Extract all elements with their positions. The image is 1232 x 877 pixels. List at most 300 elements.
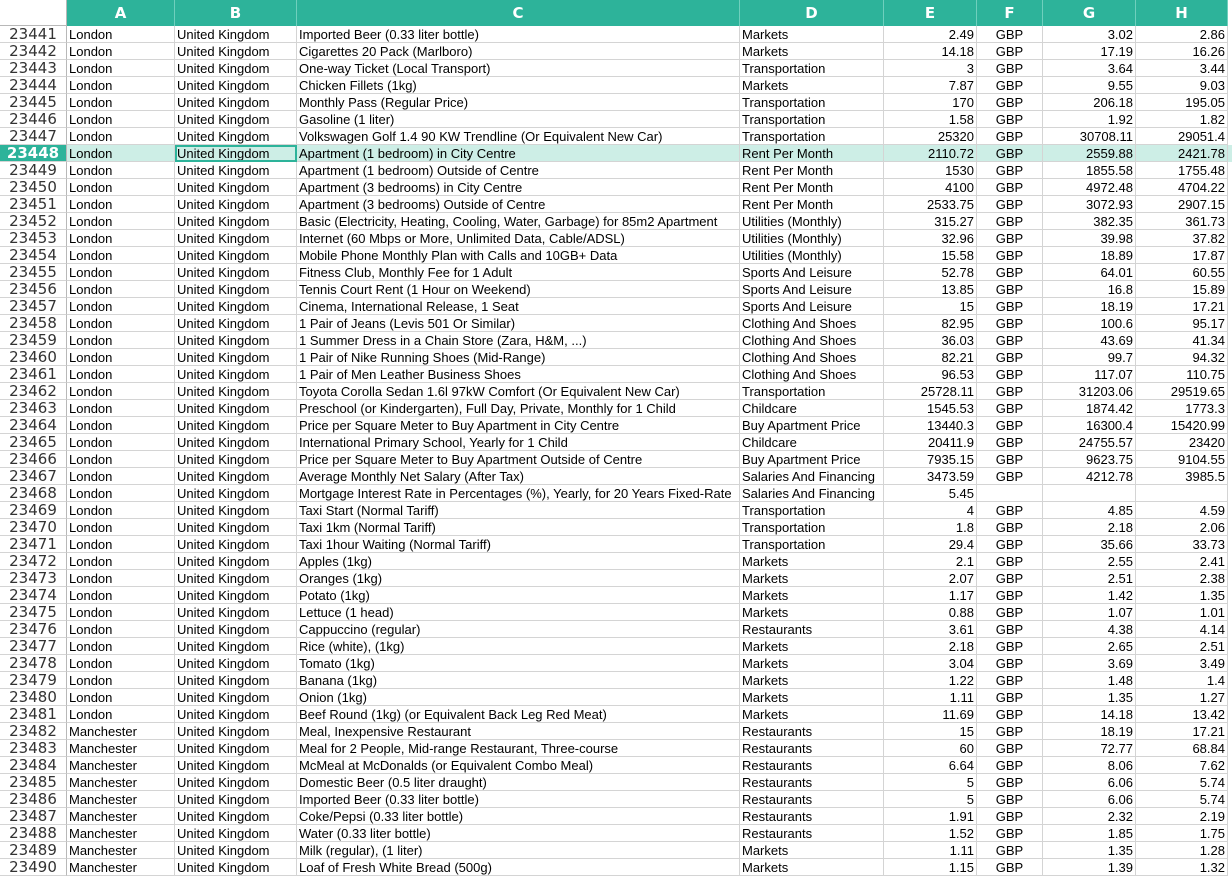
city-cell[interactable]: London xyxy=(67,655,175,672)
row-header[interactable]: 23445 xyxy=(0,94,67,111)
price-cell[interactable]: 315.27 xyxy=(884,213,977,230)
category-cell[interactable]: Rent Per Month xyxy=(740,196,884,213)
currency-cell[interactable]: GBP xyxy=(977,706,1043,723)
column-header-d[interactable]: D xyxy=(740,0,884,26)
row-header[interactable]: 23449 xyxy=(0,162,67,179)
country-cell[interactable]: United Kingdom xyxy=(175,298,297,315)
row-header[interactable]: 23447 xyxy=(0,128,67,145)
price-cell[interactable]: 15 xyxy=(884,298,977,315)
item-cell[interactable]: Apartment (3 bedrooms) in City Centre xyxy=(297,179,740,196)
price-cell[interactable]: 1.11 xyxy=(884,842,977,859)
item-cell[interactable]: Apartment (1 bedroom) in City Centre xyxy=(297,145,740,162)
row-header[interactable]: 23474 xyxy=(0,587,67,604)
row-header[interactable]: 23452 xyxy=(0,213,67,230)
city-cell[interactable]: London xyxy=(67,638,175,655)
item-cell[interactable]: Toyota Corolla Sedan 1.6l 97kW Comfort (Or Equivalent New Car) xyxy=(297,383,740,400)
usd-cell[interactable]: 1855.58 xyxy=(1043,162,1136,179)
row-header[interactable]: 23465 xyxy=(0,434,67,451)
usd-cell[interactable]: 17.19 xyxy=(1043,43,1136,60)
item-cell[interactable]: Taxi 1hour Waiting (Normal Tariff) xyxy=(297,536,740,553)
price-cell[interactable]: 2110.72 xyxy=(884,145,977,162)
category-cell[interactable]: Utilities (Monthly) xyxy=(740,247,884,264)
currency-cell[interactable]: GBP xyxy=(977,26,1043,43)
country-cell[interactable]: United Kingdom xyxy=(175,774,297,791)
item-cell[interactable]: Tennis Court Rent (1 Hour on Weekend) xyxy=(297,281,740,298)
eur-cell[interactable]: 60.55 xyxy=(1136,264,1228,281)
country-cell[interactable]: United Kingdom xyxy=(175,162,297,179)
eur-cell[interactable]: 1.27 xyxy=(1136,689,1228,706)
item-cell[interactable]: Banana (1kg) xyxy=(297,672,740,689)
currency-cell[interactable]: GBP xyxy=(977,451,1043,468)
usd-cell[interactable] xyxy=(1043,485,1136,502)
item-cell[interactable]: Price per Square Meter to Buy Apartment in City Centre xyxy=(297,417,740,434)
price-cell[interactable]: 0.88 xyxy=(884,604,977,621)
currency-cell[interactable]: GBP xyxy=(977,655,1043,672)
eur-cell[interactable]: 2421.78 xyxy=(1136,145,1228,162)
item-cell[interactable]: Monthly Pass (Regular Price) xyxy=(297,94,740,111)
currency-cell[interactable]: GBP xyxy=(977,247,1043,264)
city-cell[interactable]: London xyxy=(67,196,175,213)
row-header[interactable]: 23451 xyxy=(0,196,67,213)
category-cell[interactable]: Transportation xyxy=(740,128,884,145)
price-cell[interactable]: 15 xyxy=(884,723,977,740)
category-cell[interactable]: Clothing And Shoes xyxy=(740,349,884,366)
category-cell[interactable]: Markets xyxy=(740,570,884,587)
city-cell[interactable]: Manchester xyxy=(67,808,175,825)
item-cell[interactable]: Beef Round (1kg) (or Equivalent Back Leg Red Meat) xyxy=(297,706,740,723)
city-cell[interactable]: London xyxy=(67,400,175,417)
category-cell[interactable]: Utilities (Monthly) xyxy=(740,213,884,230)
country-cell[interactable]: United Kingdom xyxy=(175,740,297,757)
currency-cell[interactable]: GBP xyxy=(977,213,1043,230)
price-cell[interactable]: 82.21 xyxy=(884,349,977,366)
currency-cell[interactable]: GBP xyxy=(977,145,1043,162)
row-header[interactable]: 23470 xyxy=(0,519,67,536)
column-header-c[interactable]: C xyxy=(297,0,740,26)
item-cell[interactable]: Oranges (1kg) xyxy=(297,570,740,587)
eur-cell[interactable]: 2907.15 xyxy=(1136,196,1228,213)
usd-cell[interactable]: 2.65 xyxy=(1043,638,1136,655)
item-cell[interactable]: Fitness Club, Monthly Fee for 1 Adult xyxy=(297,264,740,281)
city-cell[interactable]: Manchester xyxy=(67,791,175,808)
price-cell[interactable]: 13.85 xyxy=(884,281,977,298)
price-cell[interactable]: 25320 xyxy=(884,128,977,145)
price-cell[interactable]: 3.61 xyxy=(884,621,977,638)
city-cell[interactable]: London xyxy=(67,128,175,145)
column-header-e[interactable]: E xyxy=(884,0,977,26)
country-cell[interactable]: United Kingdom xyxy=(175,281,297,298)
category-cell[interactable]: Transportation xyxy=(740,383,884,400)
country-cell[interactable]: United Kingdom xyxy=(175,366,297,383)
row-header[interactable]: 23476 xyxy=(0,621,67,638)
city-cell[interactable]: London xyxy=(67,536,175,553)
row-header[interactable]: 23484 xyxy=(0,757,67,774)
eur-cell[interactable]: 195.05 xyxy=(1136,94,1228,111)
country-cell[interactable]: United Kingdom xyxy=(175,315,297,332)
price-cell[interactable]: 20411.9 xyxy=(884,434,977,451)
column-header-g[interactable]: G xyxy=(1043,0,1136,26)
row-header[interactable]: 23450 xyxy=(0,179,67,196)
price-cell[interactable]: 32.96 xyxy=(884,230,977,247)
item-cell[interactable]: McMeal at McDonalds (or Equivalent Combo Meal) xyxy=(297,757,740,774)
price-cell[interactable]: 2.18 xyxy=(884,638,977,655)
item-cell[interactable]: One-way Ticket (Local Transport) xyxy=(297,60,740,77)
category-cell[interactable]: Sports And Leisure xyxy=(740,264,884,281)
row-header[interactable]: 23488 xyxy=(0,825,67,842)
category-cell[interactable]: Buy Apartment Price xyxy=(740,417,884,434)
category-cell[interactable]: Transportation xyxy=(740,502,884,519)
row-header[interactable]: 23448 xyxy=(0,145,67,162)
eur-cell[interactable]: 15.89 xyxy=(1136,281,1228,298)
city-cell[interactable]: London xyxy=(67,621,175,638)
currency-cell[interactable]: GBP xyxy=(977,570,1043,587)
eur-cell[interactable]: 16.26 xyxy=(1136,43,1228,60)
category-cell[interactable]: Buy Apartment Price xyxy=(740,451,884,468)
row-header[interactable]: 23477 xyxy=(0,638,67,655)
usd-cell[interactable]: 18.19 xyxy=(1043,298,1136,315)
city-cell[interactable]: London xyxy=(67,264,175,281)
item-cell[interactable]: 1 Pair of Nike Running Shoes (Mid-Range) xyxy=(297,349,740,366)
item-cell[interactable]: Taxi 1km (Normal Tariff) xyxy=(297,519,740,536)
currency-cell[interactable]: GBP xyxy=(977,689,1043,706)
price-cell[interactable]: 1.17 xyxy=(884,587,977,604)
eur-cell[interactable]: 7.62 xyxy=(1136,757,1228,774)
usd-cell[interactable]: 2.51 xyxy=(1043,570,1136,587)
row-header[interactable]: 23490 xyxy=(0,859,67,876)
usd-cell[interactable]: 1.48 xyxy=(1043,672,1136,689)
currency-cell[interactable]: GBP xyxy=(977,128,1043,145)
item-cell[interactable]: Cappuccino (regular) xyxy=(297,621,740,638)
category-cell[interactable]: Salaries And Financing xyxy=(740,485,884,502)
currency-cell[interactable]: GBP xyxy=(977,434,1043,451)
usd-cell[interactable]: 64.01 xyxy=(1043,264,1136,281)
eur-cell[interactable]: 68.84 xyxy=(1136,740,1228,757)
currency-cell[interactable]: GBP xyxy=(977,400,1043,417)
category-cell[interactable]: Restaurants xyxy=(740,621,884,638)
eur-cell[interactable]: 3.49 xyxy=(1136,655,1228,672)
category-cell[interactable]: Restaurants xyxy=(740,808,884,825)
row-header[interactable]: 23442 xyxy=(0,43,67,60)
item-cell[interactable]: Preschool (or Kindergarten), Full Day, Private, Monthly for 1 Child xyxy=(297,400,740,417)
usd-cell[interactable]: 3.02 xyxy=(1043,26,1136,43)
category-cell[interactable]: Transportation xyxy=(740,60,884,77)
price-cell[interactable]: 5.45 xyxy=(884,485,977,502)
currency-cell[interactable]: GBP xyxy=(977,791,1043,808)
row-header[interactable]: 23479 xyxy=(0,672,67,689)
city-cell[interactable]: London xyxy=(67,383,175,400)
country-cell[interactable]: United Kingdom xyxy=(175,587,297,604)
row-header[interactable]: 23483 xyxy=(0,740,67,757)
currency-cell[interactable]: GBP xyxy=(977,298,1043,315)
currency-cell[interactable]: GBP xyxy=(977,230,1043,247)
category-cell[interactable]: Markets xyxy=(740,859,884,876)
currency-cell[interactable]: GBP xyxy=(977,196,1043,213)
city-cell[interactable]: London xyxy=(67,349,175,366)
eur-cell[interactable]: 2.06 xyxy=(1136,519,1228,536)
eur-cell[interactable]: 9104.55 xyxy=(1136,451,1228,468)
item-cell[interactable]: 1 Pair of Jeans (Levis 501 Or Similar) xyxy=(297,315,740,332)
category-cell[interactable]: Markets xyxy=(740,26,884,43)
country-cell[interactable]: United Kingdom xyxy=(175,519,297,536)
eur-cell[interactable]: 1.28 xyxy=(1136,842,1228,859)
usd-cell[interactable]: 6.06 xyxy=(1043,791,1136,808)
country-cell[interactable]: United Kingdom xyxy=(175,383,297,400)
country-cell[interactable]: United Kingdom xyxy=(175,553,297,570)
price-cell[interactable]: 11.69 xyxy=(884,706,977,723)
category-cell[interactable]: Markets xyxy=(740,655,884,672)
row-header[interactable]: 23471 xyxy=(0,536,67,553)
price-cell[interactable]: 1.22 xyxy=(884,672,977,689)
category-cell[interactable]: Markets xyxy=(740,672,884,689)
city-cell[interactable]: London xyxy=(67,315,175,332)
eur-cell[interactable]: 33.73 xyxy=(1136,536,1228,553)
row-header[interactable]: 23443 xyxy=(0,60,67,77)
eur-cell[interactable]: 2.51 xyxy=(1136,638,1228,655)
country-cell[interactable]: United Kingdom xyxy=(175,94,297,111)
item-cell[interactable]: Imported Beer (0.33 liter bottle) xyxy=(297,26,740,43)
usd-cell[interactable]: 99.7 xyxy=(1043,349,1136,366)
currency-cell[interactable]: GBP xyxy=(977,859,1043,876)
eur-cell[interactable]: 29051.4 xyxy=(1136,128,1228,145)
currency-cell[interactable]: GBP xyxy=(977,43,1043,60)
item-cell[interactable]: Meal for 2 People, Mid-range Restaurant, Three-course xyxy=(297,740,740,757)
city-cell[interactable]: London xyxy=(67,94,175,111)
country-cell[interactable]: United Kingdom xyxy=(175,230,297,247)
usd-cell[interactable]: 18.89 xyxy=(1043,247,1136,264)
city-cell[interactable]: Manchester xyxy=(67,740,175,757)
column-header-b[interactable]: B xyxy=(175,0,297,26)
row-header[interactable]: 23456 xyxy=(0,281,67,298)
category-cell[interactable]: Rent Per Month xyxy=(740,145,884,162)
country-cell[interactable]: United Kingdom xyxy=(175,842,297,859)
category-cell[interactable]: Markets xyxy=(740,638,884,655)
country-cell[interactable]: United Kingdom xyxy=(175,808,297,825)
row-header[interactable]: 23486 xyxy=(0,791,67,808)
eur-cell[interactable]: 1.32 xyxy=(1136,859,1228,876)
usd-cell[interactable]: 1.85 xyxy=(1043,825,1136,842)
price-cell[interactable]: 13440.3 xyxy=(884,417,977,434)
country-cell[interactable]: United Kingdom xyxy=(175,128,297,145)
category-cell[interactable]: Restaurants xyxy=(740,774,884,791)
price-cell[interactable]: 170 xyxy=(884,94,977,111)
usd-cell[interactable]: 6.06 xyxy=(1043,774,1136,791)
usd-cell[interactable]: 16.8 xyxy=(1043,281,1136,298)
category-cell[interactable]: Rent Per Month xyxy=(740,179,884,196)
eur-cell[interactable]: 1.82 xyxy=(1136,111,1228,128)
usd-cell[interactable]: 1874.42 xyxy=(1043,400,1136,417)
category-cell[interactable]: Restaurants xyxy=(740,757,884,774)
currency-cell[interactable]: GBP xyxy=(977,621,1043,638)
city-cell[interactable]: London xyxy=(67,60,175,77)
eur-cell[interactable]: 13.42 xyxy=(1136,706,1228,723)
city-cell[interactable]: London xyxy=(67,281,175,298)
eur-cell[interactable]: 361.73 xyxy=(1136,213,1228,230)
currency-cell[interactable]: GBP xyxy=(977,60,1043,77)
item-cell[interactable]: Average Monthly Net Salary (After Tax) xyxy=(297,468,740,485)
column-header-h[interactable]: H xyxy=(1136,0,1228,26)
category-cell[interactable]: Utilities (Monthly) xyxy=(740,230,884,247)
country-cell[interactable]: United Kingdom xyxy=(175,434,297,451)
city-cell[interactable]: London xyxy=(67,587,175,604)
country-cell[interactable]: United Kingdom xyxy=(175,791,297,808)
country-cell[interactable]: United Kingdom xyxy=(175,400,297,417)
currency-cell[interactable]: GBP xyxy=(977,842,1043,859)
eur-cell[interactable]: 17.21 xyxy=(1136,723,1228,740)
country-cell[interactable]: United Kingdom xyxy=(175,417,297,434)
currency-cell[interactable]: GBP xyxy=(977,281,1043,298)
currency-cell[interactable]: GBP xyxy=(977,502,1043,519)
item-cell[interactable]: Imported Beer (0.33 liter bottle) xyxy=(297,791,740,808)
item-cell[interactable]: Gasoline (1 liter) xyxy=(297,111,740,128)
country-cell[interactable]: United Kingdom xyxy=(175,196,297,213)
city-cell[interactable]: London xyxy=(67,468,175,485)
row-header[interactable]: 23462 xyxy=(0,383,67,400)
usd-cell[interactable]: 39.98 xyxy=(1043,230,1136,247)
price-cell[interactable]: 14.18 xyxy=(884,43,977,60)
category-cell[interactable]: Childcare xyxy=(740,434,884,451)
row-header[interactable]: 23487 xyxy=(0,808,67,825)
price-cell[interactable]: 3.04 xyxy=(884,655,977,672)
country-cell[interactable]: United Kingdom xyxy=(175,485,297,502)
category-cell[interactable]: Transportation xyxy=(740,111,884,128)
row-header[interactable]: 23461 xyxy=(0,366,67,383)
row-header[interactable]: 23441 xyxy=(0,26,67,43)
country-cell[interactable]: United Kingdom xyxy=(175,689,297,706)
item-cell[interactable]: Loaf of Fresh White Bread (500g) xyxy=(297,859,740,876)
city-cell[interactable]: London xyxy=(67,77,175,94)
eur-cell[interactable]: 2.41 xyxy=(1136,553,1228,570)
row-header[interactable]: 23469 xyxy=(0,502,67,519)
currency-cell[interactable]: GBP xyxy=(977,179,1043,196)
row-header[interactable]: 23460 xyxy=(0,349,67,366)
city-cell[interactable]: London xyxy=(67,332,175,349)
city-cell[interactable]: London xyxy=(67,26,175,43)
currency-cell[interactable]: GBP xyxy=(977,315,1043,332)
currency-cell[interactable]: GBP xyxy=(977,349,1043,366)
currency-cell[interactable]: GBP xyxy=(977,264,1043,281)
price-cell[interactable]: 1.11 xyxy=(884,689,977,706)
country-cell[interactable]: United Kingdom xyxy=(175,570,297,587)
eur-cell[interactable]: 95.17 xyxy=(1136,315,1228,332)
price-cell[interactable]: 2.1 xyxy=(884,553,977,570)
city-cell[interactable]: Manchester xyxy=(67,774,175,791)
item-cell[interactable]: Mobile Phone Monthly Plan with Calls and 10GB+ Data xyxy=(297,247,740,264)
city-cell[interactable]: London xyxy=(67,604,175,621)
row-header[interactable]: 23475 xyxy=(0,604,67,621)
item-cell[interactable]: Rice (white), (1kg) xyxy=(297,638,740,655)
price-cell[interactable]: 1.58 xyxy=(884,111,977,128)
usd-cell[interactable]: 2.18 xyxy=(1043,519,1136,536)
currency-cell[interactable]: GBP xyxy=(977,366,1043,383)
city-cell[interactable]: Manchester xyxy=(67,842,175,859)
category-cell[interactable]: Markets xyxy=(740,689,884,706)
eur-cell[interactable]: 2.19 xyxy=(1136,808,1228,825)
currency-cell[interactable]: GBP xyxy=(977,417,1043,434)
country-cell[interactable]: United Kingdom xyxy=(175,26,297,43)
currency-cell[interactable] xyxy=(977,485,1043,502)
price-cell[interactable]: 36.03 xyxy=(884,332,977,349)
price-cell[interactable]: 3 xyxy=(884,60,977,77)
price-cell[interactable]: 7.87 xyxy=(884,77,977,94)
usd-cell[interactable]: 4.85 xyxy=(1043,502,1136,519)
row-header[interactable]: 23481 xyxy=(0,706,67,723)
city-cell[interactable]: Manchester xyxy=(67,825,175,842)
row-header[interactable]: 23467 xyxy=(0,468,67,485)
currency-cell[interactable]: GBP xyxy=(977,111,1043,128)
city-cell[interactable]: London xyxy=(67,519,175,536)
price-cell[interactable]: 15.58 xyxy=(884,247,977,264)
city-cell[interactable]: London xyxy=(67,247,175,264)
price-cell[interactable]: 29.4 xyxy=(884,536,977,553)
country-cell[interactable]: United Kingdom xyxy=(175,638,297,655)
eur-cell[interactable]: 1755.48 xyxy=(1136,162,1228,179)
city-cell[interactable]: Manchester xyxy=(67,757,175,774)
item-cell[interactable]: Internet (60 Mbps or More, Unlimited Data, Cable/ADSL) xyxy=(297,230,740,247)
eur-cell[interactable]: 23420 xyxy=(1136,434,1228,451)
usd-cell[interactable]: 1.35 xyxy=(1043,689,1136,706)
city-cell[interactable]: London xyxy=(67,672,175,689)
item-cell[interactable]: 1 Pair of Men Leather Business Shoes xyxy=(297,366,740,383)
item-cell[interactable]: Cigarettes 20 Pack (Marlboro) xyxy=(297,43,740,60)
city-cell[interactable]: London xyxy=(67,502,175,519)
usd-cell[interactable]: 3.69 xyxy=(1043,655,1136,672)
usd-cell[interactable]: 72.77 xyxy=(1043,740,1136,757)
row-header[interactable]: 23468 xyxy=(0,485,67,502)
currency-cell[interactable]: GBP xyxy=(977,825,1043,842)
usd-cell[interactable]: 2.32 xyxy=(1043,808,1136,825)
city-cell[interactable]: London xyxy=(67,366,175,383)
country-cell[interactable]: United Kingdom xyxy=(175,825,297,842)
price-cell[interactable]: 82.95 xyxy=(884,315,977,332)
country-cell[interactable]: United Kingdom xyxy=(175,621,297,638)
price-cell[interactable]: 52.78 xyxy=(884,264,977,281)
country-cell[interactable]: United Kingdom xyxy=(175,451,297,468)
city-cell[interactable]: London xyxy=(67,434,175,451)
price-cell[interactable]: 1.52 xyxy=(884,825,977,842)
usd-cell[interactable]: 3.64 xyxy=(1043,60,1136,77)
city-cell[interactable]: London xyxy=(67,111,175,128)
eur-cell[interactable]: 17.87 xyxy=(1136,247,1228,264)
item-cell[interactable]: Water (0.33 liter bottle) xyxy=(297,825,740,842)
row-header[interactable]: 23478 xyxy=(0,655,67,672)
item-cell[interactable]: Apartment (3 bedrooms) Outside of Centre xyxy=(297,196,740,213)
category-cell[interactable]: Markets xyxy=(740,553,884,570)
currency-cell[interactable]: GBP xyxy=(977,672,1043,689)
usd-cell[interactable]: 30708.11 xyxy=(1043,128,1136,145)
item-cell[interactable]: Apartment (1 bedroom) Outside of Centre xyxy=(297,162,740,179)
row-header[interactable]: 23480 xyxy=(0,689,67,706)
city-cell[interactable]: London xyxy=(67,553,175,570)
item-cell[interactable]: Onion (1kg) xyxy=(297,689,740,706)
price-cell[interactable]: 2.07 xyxy=(884,570,977,587)
usd-cell[interactable]: 43.69 xyxy=(1043,332,1136,349)
price-cell[interactable]: 25728.11 xyxy=(884,383,977,400)
eur-cell[interactable]: 9.03 xyxy=(1136,77,1228,94)
country-cell[interactable]: United Kingdom xyxy=(175,213,297,230)
usd-cell[interactable]: 382.35 xyxy=(1043,213,1136,230)
currency-cell[interactable]: GBP xyxy=(977,808,1043,825)
category-cell[interactable]: Markets xyxy=(740,77,884,94)
row-header[interactable]: 23473 xyxy=(0,570,67,587)
category-cell[interactable]: Sports And Leisure xyxy=(740,281,884,298)
price-cell[interactable]: 4 xyxy=(884,502,977,519)
category-cell[interactable]: Markets xyxy=(740,842,884,859)
price-cell[interactable]: 5 xyxy=(884,774,977,791)
country-cell[interactable]: United Kingdom xyxy=(175,706,297,723)
country-cell[interactable]: United Kingdom xyxy=(175,672,297,689)
currency-cell[interactable]: GBP xyxy=(977,587,1043,604)
currency-cell[interactable]: GBP xyxy=(977,162,1043,179)
